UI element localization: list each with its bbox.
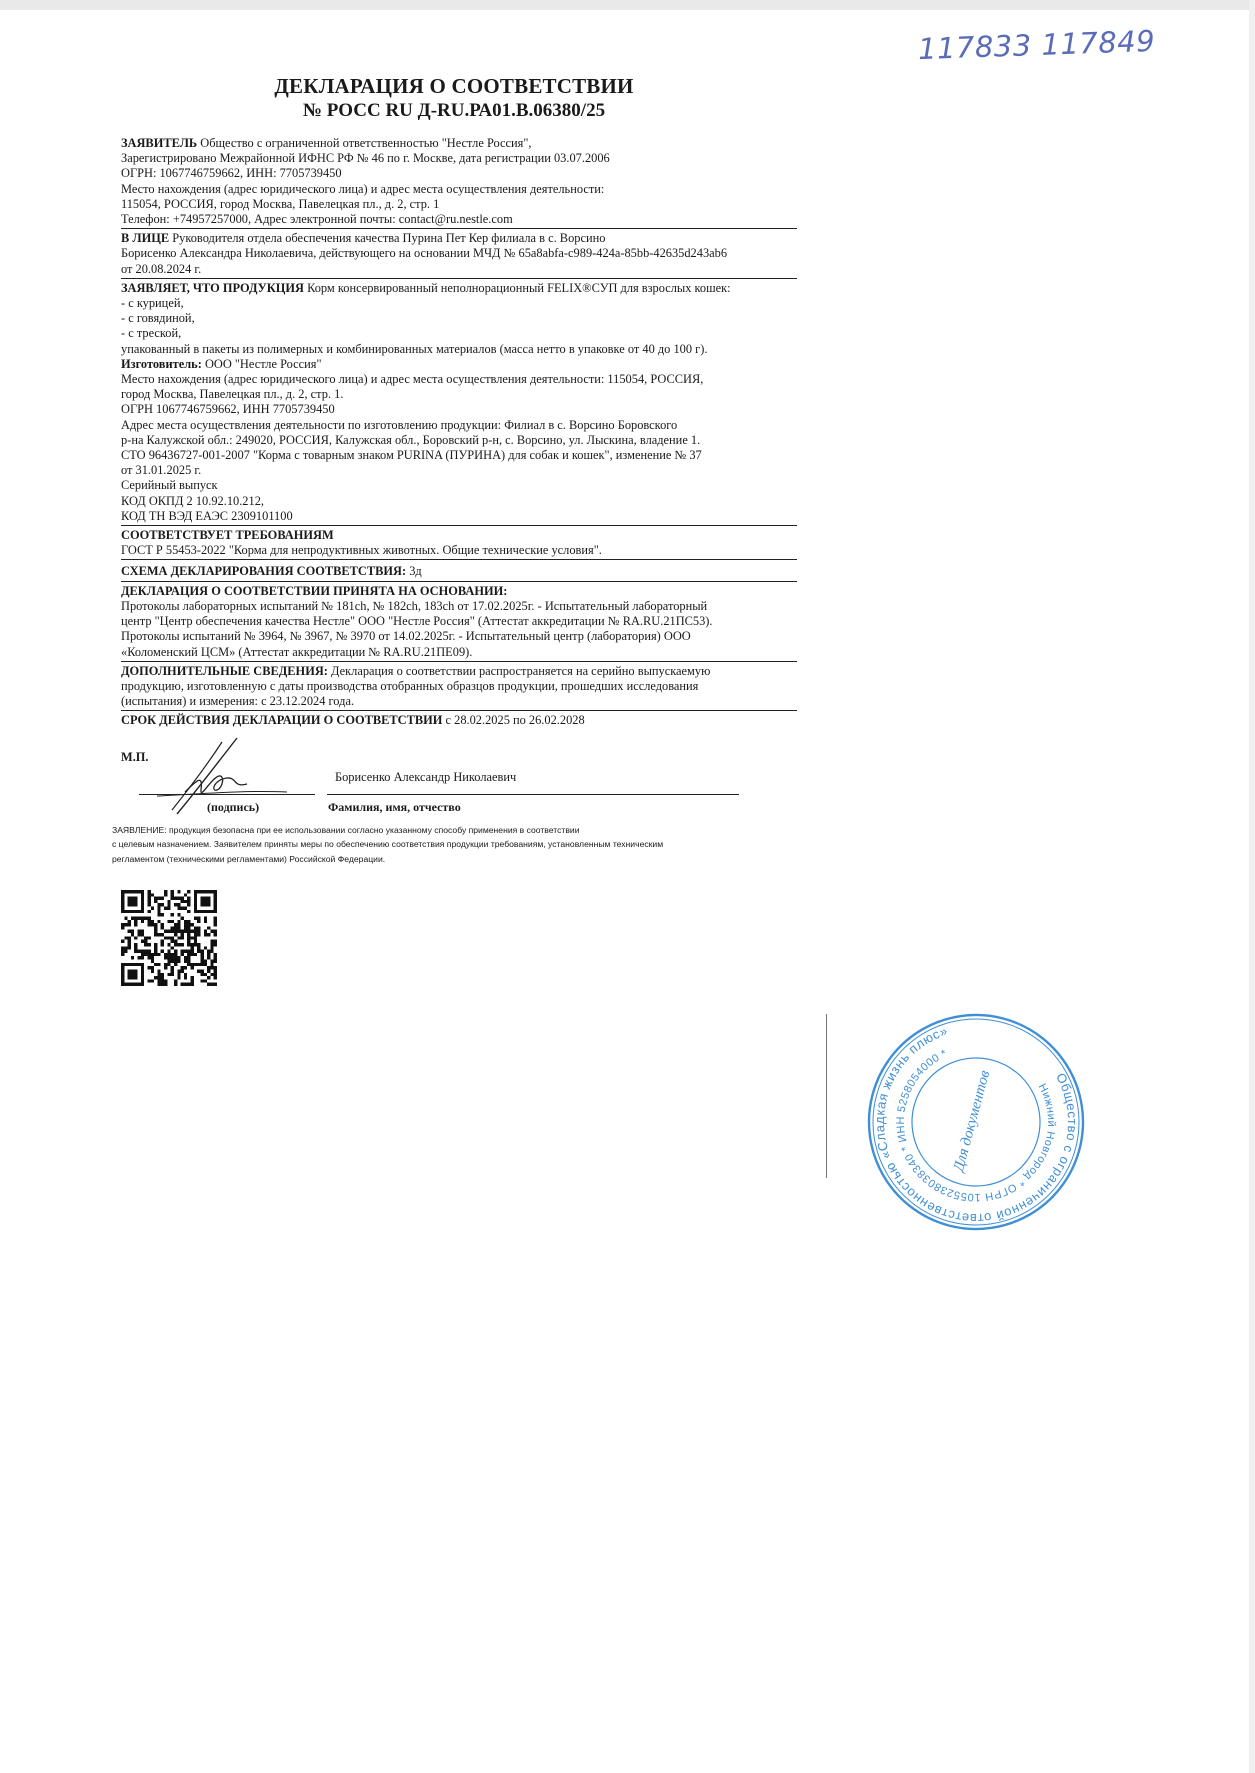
stamp-outer-text: Общество с ограниченной ответственностью «Сладкая жизнь плюс» [871, 1022, 1081, 1227]
statement-line: с целевым назначением. Заявителем приняты меры по обеспечению соответствия продукции требованиям, установленным техническим [112, 839, 664, 850]
product-line: упакованный в пакеты из полимерных и комбинированных материалов (масса нетто в упаковке от 40 до 100 г). [121, 341, 708, 356]
qr-code [121, 890, 217, 986]
seal-place-label: М.П. [121, 750, 149, 764]
basis-section [121, 582, 797, 662]
declaration-number: № РОСС RU Д-RU.РА01.В.06380/25 [302, 100, 606, 121]
product-line: ОГРН 1067746759662, ИНН 7705739450 [121, 402, 335, 417]
product-line [121, 281, 797, 296]
applicant-line: Место нахождения (адрес юридического лица) и адрес места осуществления деятельности: [121, 181, 605, 196]
representative-text: Руководителя отдела обеспечения качества Пурина Пет Кер филиала в с. Ворсино [172, 231, 606, 246]
product-line: город Москва, Павелецкая пл., д. 2, стр. 1. [121, 387, 344, 402]
representative-line: Борисенко Александра Николаевича, действующего на основании МЧД № 65a8abfa-c989-424a-85bb-42635d243ab6 [121, 246, 728, 261]
requirements-line: ГОСТ Р 55453-2022 "Корма для непродуктивных животных. Общие технические условия". [121, 543, 602, 558]
applicant-line: ОГРН: 1067746759662, ИНН: 7705739450 [121, 166, 342, 181]
product-line: - с треской, [121, 326, 182, 341]
signature-line [139, 794, 315, 795]
basis-line: Протоколы испытаний № 3964, № 3967, № 3970 от 14.02.2025г. - Испытательный центр (лаборатория) ООО [121, 629, 691, 644]
product-line: КОД ТН ВЭД ЕАЭС 2309101100 [121, 508, 293, 523]
additional-line: продукцию, изготовленную с даты производства отобранных образцов продукции, прошедших исследования [121, 678, 699, 693]
product-line: - с говядиной, [121, 311, 195, 326]
manufacturer-value: ООО "Нестле Россия" [204, 356, 322, 371]
signature-caption: (подпись) [207, 800, 260, 814]
name-line [327, 794, 739, 795]
applicant-line: Телефон: +74957257000, Адрес электронной почты: contact@ru.nestle.com [121, 212, 513, 227]
scheme-heading: СХЕМА ДЕКЛАРИРОВАНИЯ СООТВЕТСТВИЯ: [121, 564, 407, 579]
requirements-section [121, 526, 797, 560]
requirements-heading: СООТВЕТСТВУЕТ ТРЕБОВАНИЯМ [121, 528, 334, 543]
representative-section [121, 229, 797, 279]
stamp-inner-text: Нижний Новгород * ОГРН 1055238038340 * ИНН 5258054000 * [894, 1047, 1058, 1204]
manufacturer-line [121, 357, 797, 372]
product-text: Корм консервированный неполнорационный FELIX®СУП для взрослых кошек: [307, 280, 731, 295]
scan-vertical-line [826, 1014, 827, 1178]
product-line: КОД ОКПД 2 10.92.10.212, [121, 493, 264, 508]
additional-section [121, 662, 797, 712]
name-caption: Фамилия, имя, отчество [328, 800, 461, 814]
signature-area [121, 750, 821, 822]
applicant-line: Зарегистрировано Межрайонной ИФНС РФ № 46 по г. Москве, дата регистрации 03.07.2006 [121, 151, 610, 166]
product-heading: ЗАЯВЛЯЕТ, ЧТО ПРОДУКЦИЯ [121, 280, 304, 295]
additional-line [121, 664, 797, 679]
basis-heading: ДЕКЛАРАЦИЯ О СООТВЕТСТВИИ ПРИНЯТА НА ОСНОВАНИИ: [121, 583, 508, 598]
product-line: Место нахождения (адрес юридического лица) и адрес места осуществления деятельности: 115054, РОССИЯ, [121, 372, 704, 387]
document-title: ДЕКЛАРАЦИЯ О СООТВЕТСТВИИ [274, 74, 634, 98]
product-line: от 31.01.2025 г. [121, 463, 202, 478]
applicant-line: 115054, РОССИЯ, город Москва, Павелецкая пл., д. 2, стр. 1 [121, 196, 440, 211]
applicant-text: Общество с ограниченной ответственностью "Нестле Россия", [200, 136, 532, 150]
basis-line: центр "Центр обеспечения качества Нестле" ООО "Нестле Россия" (Аттестат аккредитации № RA.RU.21ПС53). [121, 614, 713, 629]
product-section [121, 279, 797, 526]
scheme-value: 3д [409, 564, 422, 579]
validity-value: с 28.02.2025 по 26.02.2028 [445, 713, 585, 728]
basis-line: «Коломенский ЦСМ» (Аттестат аккредитации № RA.RU.21ПЕ09). [121, 644, 473, 659]
validity-heading: СРОК ДЕЙСТВИЯ ДЕКЛАРАЦИИ О СООТВЕТСТВИИ [121, 713, 443, 728]
product-line: Серийный выпуск [121, 478, 218, 493]
additional-heading: ДОПОЛНИТЕЛЬНЫЕ СВЕДЕНИЯ: [121, 663, 328, 678]
product-line: СТО 96436727-001-2007 "Корма с товарным знаком PURINA (ПУРИНА) для собак и кошек", изменение № 37 [121, 448, 702, 463]
validity-line [121, 713, 797, 728]
applicant-section [121, 136, 797, 229]
representative-heading: В ЛИЦЕ [121, 231, 170, 246]
basis-line: Протоколы лабораторных испытаний № 181ch, № 182ch, 183ch от 17.02.2025г. - Испытательный лабораторный [121, 598, 708, 613]
scan-top-band [0, 0, 1255, 10]
validity-section [121, 711, 797, 728]
company-stamp [866, 1012, 1086, 1232]
statement-line: регламентом (техническими регламентами) Российской Федерации. [112, 853, 386, 864]
scan-right-edge [1249, 0, 1255, 1773]
representative-line: от 20.08.2024 г. [121, 261, 202, 276]
signatory-name: Борисенко Александр Николаевич [335, 770, 517, 784]
representative-line [121, 231, 797, 246]
product-line: Адрес места осуществления деятельности по изготовлению продукции: Филиал в с. Ворсино Боровского [121, 417, 678, 432]
product-line: р-на Калужской обл.: 249020, РОССИЯ, Калужская обл., Боровский р-н, с. Ворсино, ул. Лыскина, владение 1. [121, 432, 701, 447]
applicant-heading: ЗАЯВИТЕЛЬ [121, 136, 198, 150]
additional-text: Декларация о соответствии распространяется на серийно выпускаемую [331, 663, 711, 678]
stamp-center-text: Для документов [950, 1068, 994, 1174]
applicant-line [121, 136, 797, 151]
declaration-body [121, 136, 797, 729]
manufacturer-label: Изготовитель: [121, 356, 202, 371]
scheme-line [121, 564, 797, 579]
additional-line: (испытания) и измерения: с 23.12.2024 года. [121, 694, 355, 709]
scheme-section [121, 560, 797, 581]
safety-statement [112, 823, 752, 866]
product-line: - с курицей, [121, 296, 184, 311]
handwritten-number: 117833 117849 [917, 23, 1156, 67]
statement-line: ЗАЯВЛЕНИЕ: продукция безопасна при ее использовании согласно указанному способу применения в соответствии [112, 825, 580, 835]
